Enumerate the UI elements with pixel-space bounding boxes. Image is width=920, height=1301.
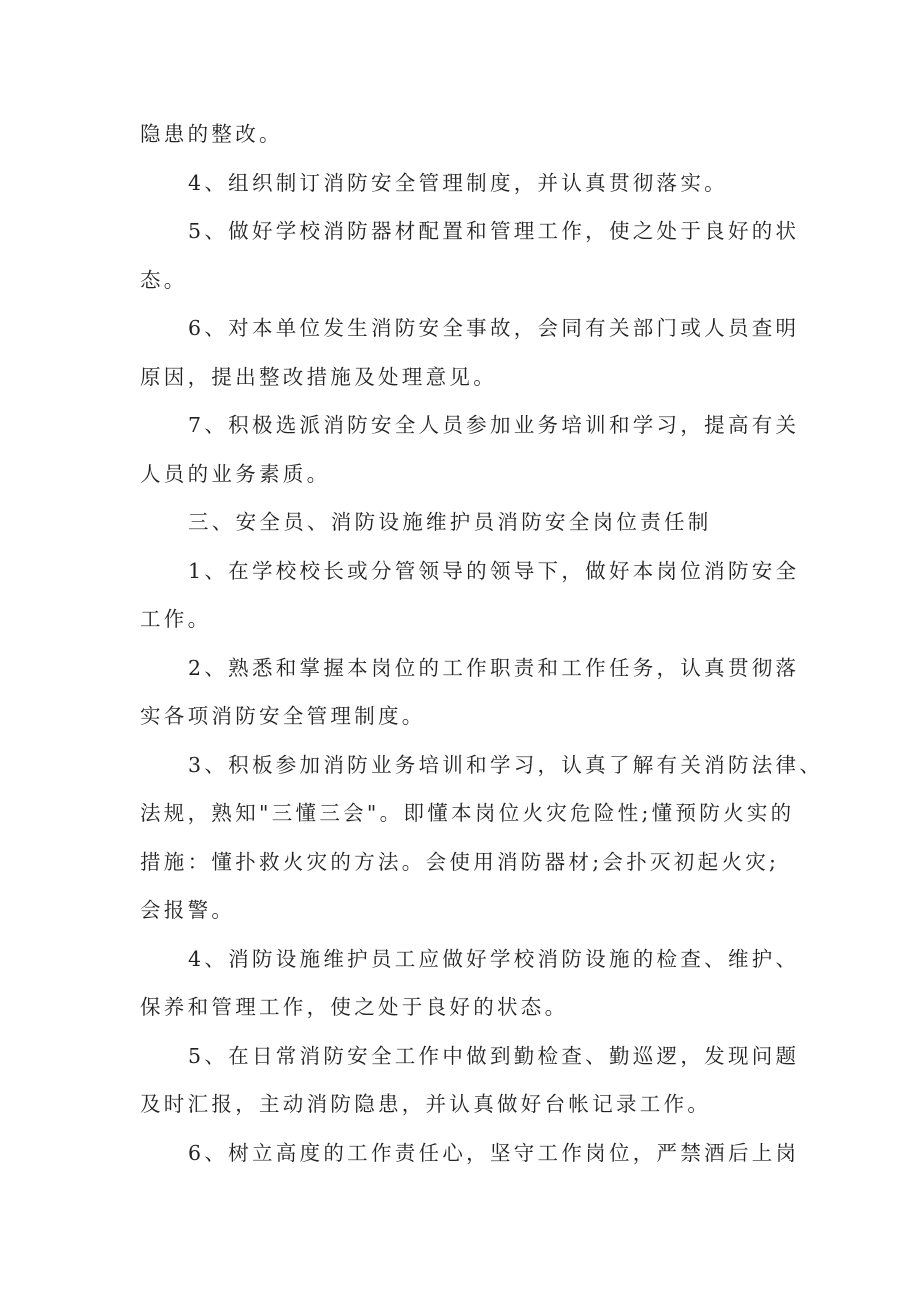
section-heading: 三、安全员、消防设施维护员消防安全岗位责任制 xyxy=(188,510,712,534)
document-body xyxy=(140,110,824,1177)
text-line-5: 6、对本单位发生消防安全事故，会同有关部门或人员查明 xyxy=(188,316,800,340)
text-line-10: 1、在学校校长或分管领导的领导下，做好本岗位消防安全 xyxy=(188,558,800,583)
text-line-22: 6、树立高度的工作责任心，坚守工作岗位，严禁酒后上岗 xyxy=(188,1140,800,1165)
text-line-19: 保养和管理工作，使之处于良好的状态。 xyxy=(140,995,569,1019)
text-line-17: 会报警。 xyxy=(140,898,236,922)
text-line-13: 实各项消防安全管理制度。 xyxy=(140,704,426,728)
text-line-1: 隐患的整改。 xyxy=(140,122,283,146)
text-line-6: 原因，提出整改措施及处理意见。 xyxy=(140,364,497,389)
text-line-12: 2、熟悉和掌握本岗位的工作职责和工作任务，认真贯彻落 xyxy=(188,655,800,680)
text-line-16: 措施：懂扑救火灾的方法。会使用消防器材;会扑灭初起火灾; xyxy=(140,849,780,874)
text-line-7: 7、积极选派消防安全人员参加业务培训和学习，提高有关 xyxy=(188,413,800,437)
text-line-8: 人员的业务素质。 xyxy=(140,461,331,486)
text-line-3: 5、做好学校消防器材配置和管理工作，使之处于良好的状 xyxy=(188,219,800,243)
text-line-18: 4、消防设施维护员工应做好学校消防设施的检查、维护、 xyxy=(188,946,800,971)
text-line-4: 态。 xyxy=(140,267,188,292)
text-line-20: 5、在日常消防安全工作中做到勤检查、勤巡逻，发现问题 xyxy=(188,1043,800,1068)
text-line-21: 及时汇报，主动消防隐患，并认真做好台帐记录工作。 xyxy=(140,1092,712,1116)
text-line-15: 法规，熟知"三懂三会"。即懂本岗位火灾危险性;懂预防火实的 xyxy=(140,801,795,825)
text-line-2: 4、组织制订消防安全管理制度，并认真贯彻落实。 xyxy=(188,170,728,195)
text-line-11: 工作。 xyxy=(140,607,212,631)
text-line-14: 3、积板参加消防业务培训和学习，认真了解有关消防法律、 xyxy=(188,752,824,777)
